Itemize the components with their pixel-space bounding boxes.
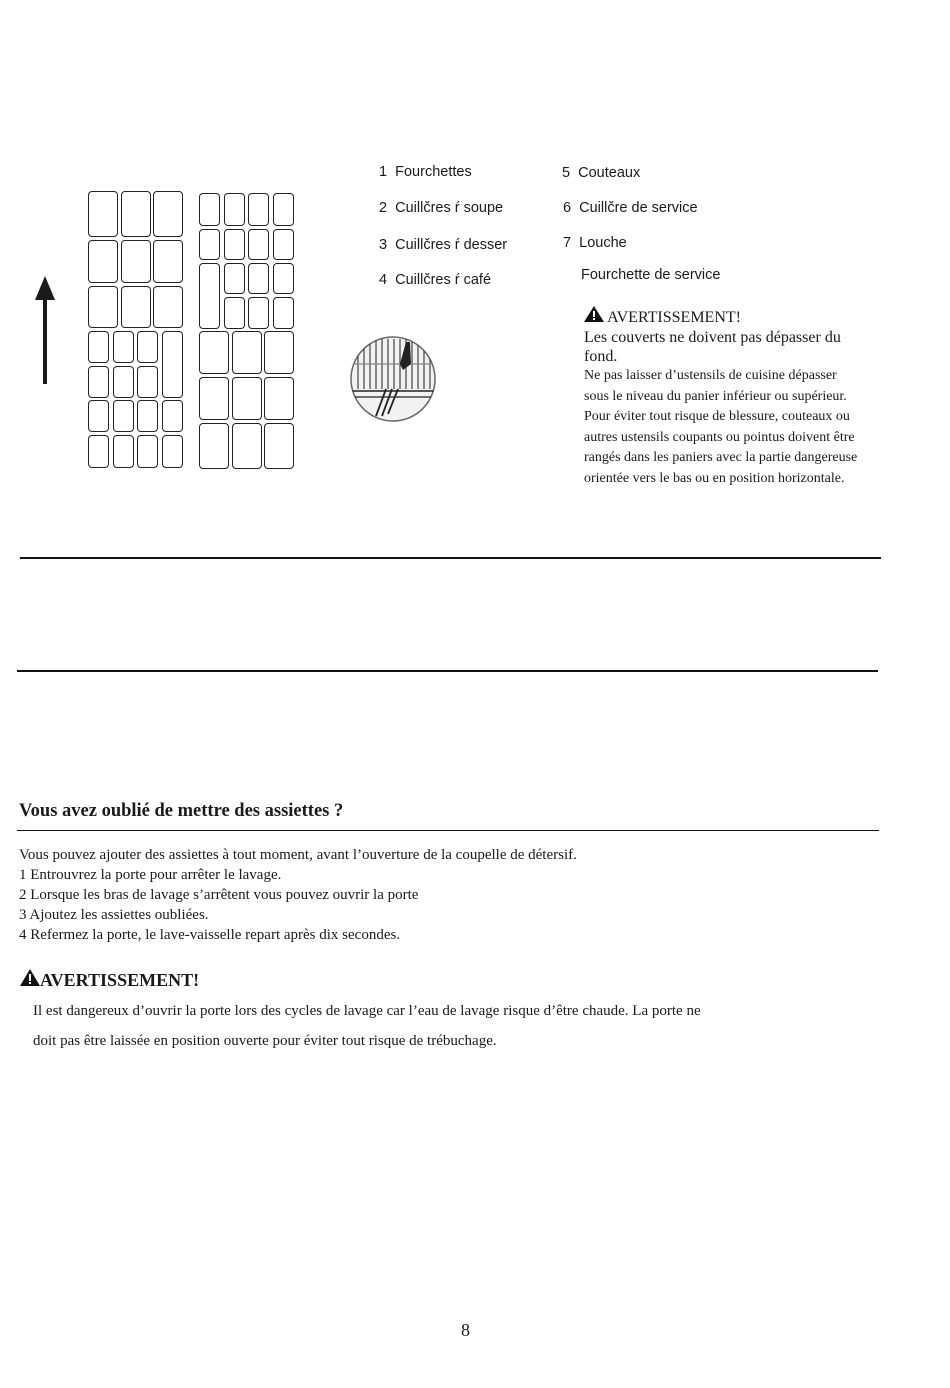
step-item: 2 Lorsque les bras de lavage s’arrêtent vous pouvez ouvrir la porte bbox=[19, 887, 419, 903]
legend-label: Cuillčre de service bbox=[579, 200, 698, 216]
warning-line: autres ustensils coupants ou pointus doivent être bbox=[584, 429, 855, 445]
warning-lead: Les couverts ne doivent pas dépasser du fond. bbox=[584, 329, 841, 365]
legend-item-7 bbox=[563, 235, 627, 251]
intro-text: Vous pouvez ajouter des assiettes à tout moment, avant l’ouverture de la coupelle de détersif. bbox=[19, 847, 577, 863]
legend-number: 7 bbox=[563, 235, 572, 251]
legend-item-5 bbox=[562, 165, 640, 181]
section-body bbox=[19, 845, 577, 945]
warning-triangle-icon bbox=[584, 306, 604, 322]
door-warning-title-row bbox=[20, 969, 199, 991]
legend-label: Louche bbox=[579, 235, 627, 251]
warning-triangle-icon bbox=[20, 969, 40, 986]
legend-number: 5 bbox=[562, 165, 571, 181]
warning-line: Ne pas laisser d’ustensils de cuisine dépasser bbox=[584, 368, 837, 383]
warning-line: Il est dangereux d’ouvrir la porte lors des cycles de lavage car l’eau de lavage risque d’être chaude. La porte ne bbox=[33, 1003, 701, 1019]
legend-item-3 bbox=[379, 237, 507, 253]
cutlery-warning bbox=[584, 306, 894, 489]
warning-title: AVERTISSEMENT! bbox=[40, 970, 200, 990]
legend-label: Cuillčres ŕ soupe bbox=[395, 200, 504, 216]
up-arrow-icon bbox=[30, 272, 60, 388]
step-item: 3 Ajoutez les assiettes oubliées. bbox=[19, 907, 209, 923]
warning-line: sous le niveau du panier inférieur ou supérieur. bbox=[584, 388, 847, 404]
warning-line: Pour éviter tout risque de blessure, couteaux ou bbox=[584, 409, 850, 424]
warning-line: rangés dans les paniers avec la partie dangereuse bbox=[584, 450, 858, 465]
warning-title: AVERTISSEMENT! bbox=[607, 309, 741, 326]
legend-label: Fourchette de service bbox=[581, 267, 721, 283]
legend-item-8 bbox=[581, 267, 720, 283]
legend-number: 2 bbox=[379, 200, 388, 216]
legend-item-6 bbox=[563, 200, 698, 216]
step-item: 1 Entrouvrez la porte pour arrêter le lavage. bbox=[19, 867, 282, 883]
basket-detail-illustration bbox=[348, 334, 438, 424]
warning-title-row bbox=[584, 306, 894, 328]
warning-line: doit pas être laissée en position ouverte pour éviter tout risque de trébuchage. bbox=[33, 1033, 497, 1049]
step-item: 4 Refermez la porte, le lave-vaisselle repart après dix secondes. bbox=[19, 927, 401, 943]
legend-label: Cuillčres ŕ desser bbox=[395, 237, 508, 253]
divider-line bbox=[20, 557, 881, 559]
divider-line bbox=[17, 670, 878, 672]
page-number: 8 bbox=[461, 1320, 470, 1340]
legend-number: 6 bbox=[563, 200, 572, 216]
legend-label: Couteaux bbox=[578, 165, 641, 181]
warning-line: orientée vers le bas ou en position horizontale. bbox=[584, 470, 845, 486]
section-heading: Vous avez oublié de mettre des assiettes ? bbox=[19, 801, 344, 821]
legend-item-2 bbox=[379, 200, 503, 216]
legend-number: 4 bbox=[379, 272, 388, 288]
legend-item-1 bbox=[379, 164, 472, 180]
door-warning-body bbox=[33, 996, 701, 1056]
legend-label: Cuillčres ŕ café bbox=[395, 272, 492, 288]
legend-number: 1 bbox=[379, 164, 388, 180]
legend-number: 3 bbox=[379, 237, 388, 253]
heading-underline bbox=[17, 830, 879, 831]
legend-label: Fourchettes bbox=[395, 164, 472, 180]
legend-item-4 bbox=[379, 272, 491, 288]
